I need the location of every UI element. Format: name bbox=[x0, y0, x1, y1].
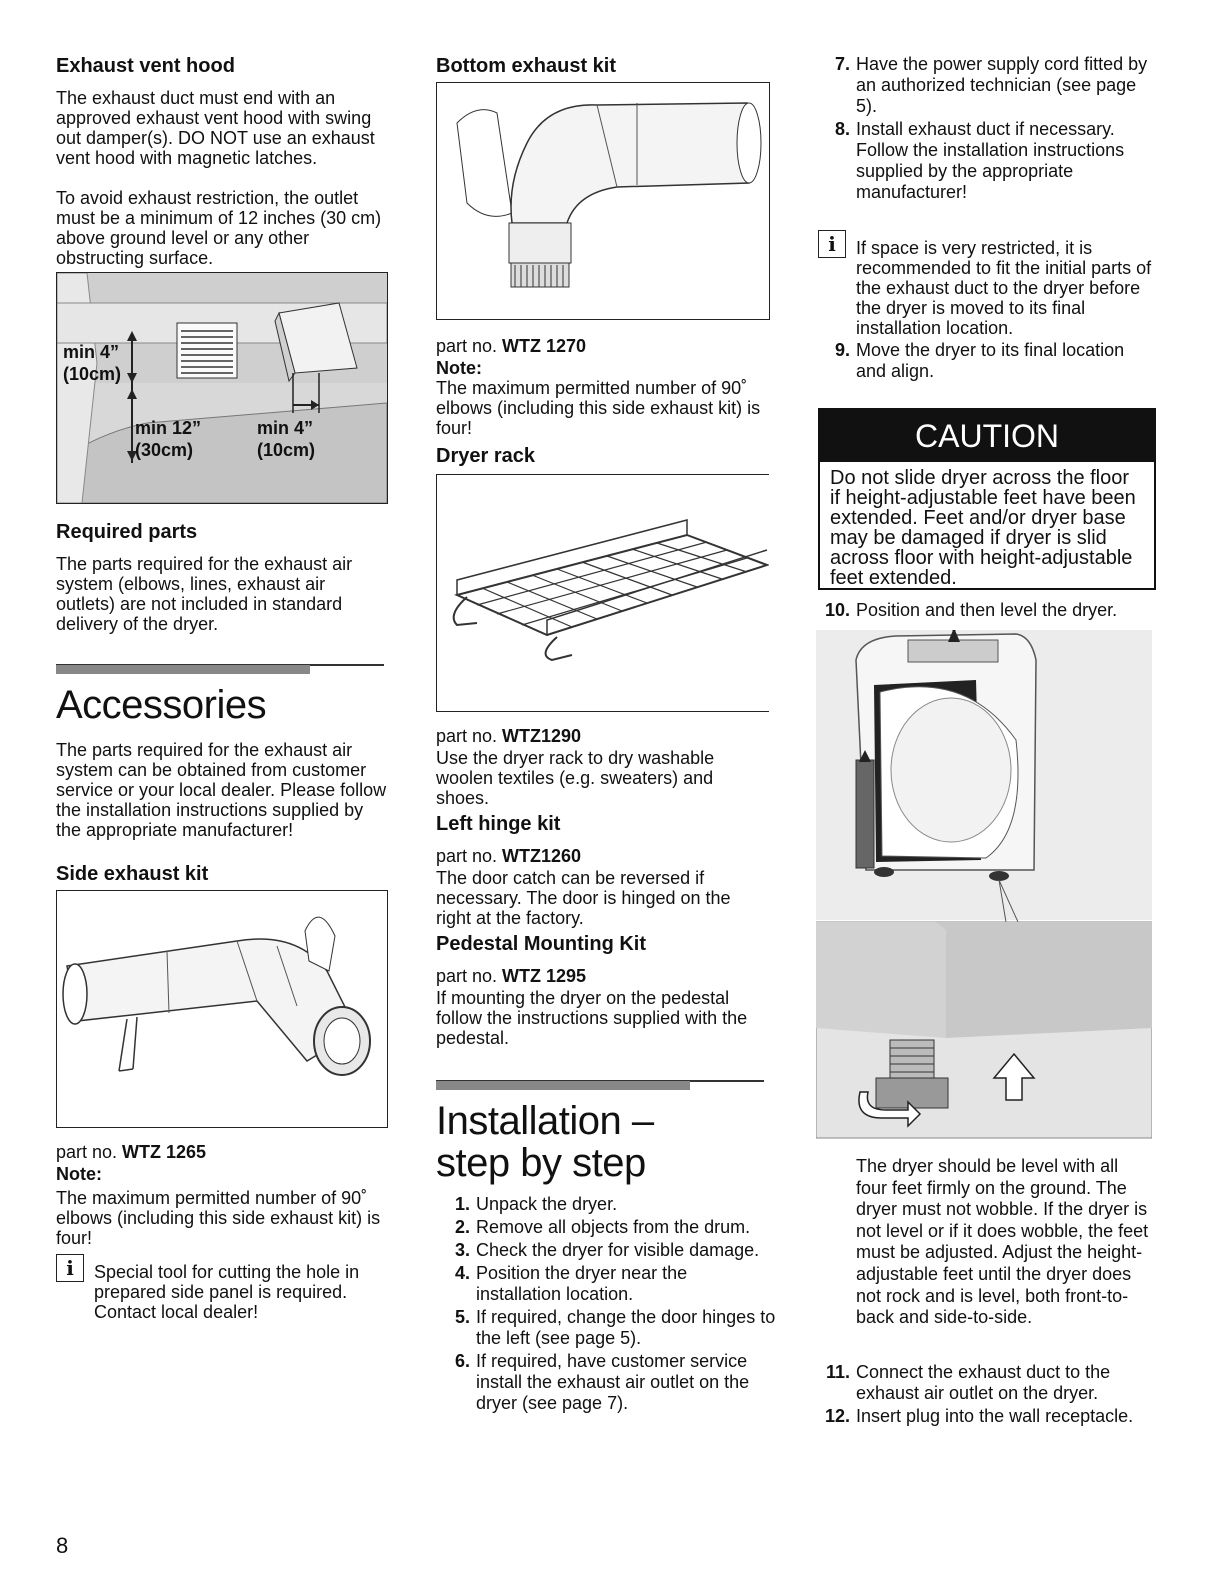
vent-hood-illustration bbox=[57, 273, 387, 503]
side-kit-part-prefix: part no. bbox=[56, 1142, 123, 1162]
label-min4-top: min 4” bbox=[63, 342, 120, 362]
caution-heading: CAUTION bbox=[820, 410, 1154, 462]
bottom-kit-note-text: The maximum permitted number of 90˚ elbows (including this side exhaust kit) is four! bbox=[436, 378, 761, 438]
exhaust-vent-hood-text: The exhaust duct must end with an approved exhaust vent hood with swing out damper(s). DO NOT use an exhaust vent hood with magnetic latches. bbox=[56, 88, 375, 168]
side-kit-part-number: WTZ 1265 bbox=[122, 1142, 207, 1162]
side-kit-note-label: Note: bbox=[56, 1164, 102, 1184]
page-number: 8 bbox=[56, 1533, 69, 1558]
side-kit-info-text: Special tool for cutting the hole in prepared side panel is required. Contact local dealer! bbox=[94, 1262, 360, 1322]
label-30cm: (30cm) bbox=[135, 440, 194, 460]
label-min12: min 12” bbox=[135, 418, 202, 438]
bottom-kit-part-number: WTZ 1270 bbox=[502, 336, 587, 356]
dryer-rack-figure bbox=[436, 474, 769, 712]
bottom-kit-note-label: Note: bbox=[436, 358, 482, 378]
caution-box bbox=[818, 408, 1156, 590]
list-item: 2. Remove all objects from the drum. bbox=[454, 1217, 751, 1237]
label-min4-side: min 4” bbox=[257, 418, 314, 438]
accessories-text: The parts required for the exhaust air system can be obtained from customer service or your local dealer. Please follow the installation instructions supplied by the appropriate manufacturer! bbox=[56, 740, 387, 840]
list-item: 6. If required, have customer service install the exhaust air outlet on the dryer (see page 7). bbox=[454, 1351, 750, 1413]
step-10-list bbox=[816, 600, 1156, 623]
installation-heading bbox=[436, 1100, 654, 1184]
list-item: 7. Have the power supply cord fitted by an authorized technician (see page 5). bbox=[834, 54, 1148, 116]
vent-hood-figure bbox=[56, 272, 388, 504]
dryer-leveling-figure bbox=[816, 630, 1152, 1140]
restricted-space-info-text: If space is very restricted, it is recommended to fit the initial parts of the exhaust duct to the dryer before the dryer is moved to its final installation location. bbox=[856, 238, 1152, 338]
dryer-rack-heading: Dryer rack bbox=[436, 445, 535, 467]
info-icon: i bbox=[56, 1254, 84, 1282]
left-hinge-part-prefix: part no. bbox=[436, 846, 503, 866]
caution-text: Do not slide dryer across the floor if height-adjustable feet have been extended. Feet and/or dryer base may be damaged if dryer is slid across floor with height-adjustable feet extended. bbox=[830, 467, 1136, 589]
steps-7-8-list bbox=[816, 54, 1156, 205]
side-exhaust-kit-illustration bbox=[57, 891, 387, 1127]
side-exhaust-kit-figure bbox=[56, 890, 388, 1128]
dryer-rack-illustration bbox=[437, 475, 769, 711]
installation-heading-line1: Installation – bbox=[436, 1099, 654, 1143]
bottom-exhaust-kit-illustration bbox=[437, 83, 769, 319]
list-item: 11. Connect the exhaust duct to the exhaust air outlet on the dryer. bbox=[825, 1362, 1111, 1403]
section-rule bbox=[436, 1080, 764, 1090]
exhaust-restriction-text: To avoid exhaust restriction, the outlet must be a minimum of 12 inches (30 cm) above ground level or any other obstructing surface. bbox=[56, 188, 382, 268]
installation-steps-list bbox=[436, 1194, 776, 1416]
required-parts-text: The parts required for the exhaust air system (elbows, lines, exhaust air outlets) are not included in standard delivery of the dryer. bbox=[56, 554, 353, 634]
bottom-exhaust-kit-heading: Bottom exhaust kit bbox=[436, 55, 617, 77]
level-dryer-text: The dryer should be level with all four feet firmly on the ground. The dryer must not wobble. If the dryer is not level or if it does wobble, the feet must be adjusted. Adjust the height-adjustable feet until the dryer does not rock and is level, both front-to-back and side-to-side. bbox=[856, 1156, 1149, 1328]
side-exhaust-kit-heading: Side exhaust kit bbox=[56, 863, 209, 885]
dryer-rack-part-prefix: part no. bbox=[436, 726, 503, 746]
required-parts-heading: Required parts bbox=[56, 521, 198, 543]
list-item: 3. Check the dryer for visible damage. bbox=[454, 1240, 760, 1260]
pedestal-kit-heading: Pedestal Mounting Kit bbox=[436, 933, 646, 955]
exhaust-vent-hood-heading: Exhaust vent hood bbox=[56, 55, 235, 77]
section-rule bbox=[56, 664, 384, 674]
step-9-list bbox=[816, 340, 1156, 384]
installation-heading-line2: step by step bbox=[436, 1141, 646, 1185]
list-item: 4. Position the dryer near the installation location. bbox=[454, 1263, 688, 1304]
dryer-rack-text: Use the dryer rack to dry washable woolen textiles (e.g. sweaters) and shoes. bbox=[436, 748, 715, 808]
accessories-heading: Accessories bbox=[56, 683, 267, 727]
left-hinge-kit-heading: Left hinge kit bbox=[436, 813, 561, 835]
list-item: 12. Insert plug into the wall receptacle. bbox=[824, 1406, 1134, 1426]
label-10cm-side: (10cm) bbox=[257, 440, 316, 460]
pedestal-text: If mounting the dryer on the pedestal follow the instructions supplied with the pedestal. bbox=[436, 988, 748, 1048]
list-item: 5. If required, change the door hinges to the left (see page 5). bbox=[454, 1307, 776, 1348]
list-item: 10. Position and then level the dryer. bbox=[824, 600, 1118, 620]
label-10cm-top: (10cm) bbox=[63, 364, 122, 384]
list-item: 9. Move the dryer to its final location and align. bbox=[834, 340, 1125, 381]
left-hinge-part-number: WTZ1260 bbox=[502, 846, 582, 866]
left-hinge-text: The door catch can be reversed if necessary. The door is hinged on the right at the factory. bbox=[436, 868, 731, 928]
dryer-leveling-illustration bbox=[816, 630, 1152, 1140]
list-item: 8. Install exhaust duct if necessary. Follow the installation instructions supplied by the appropriate manufacturer! bbox=[834, 119, 1125, 202]
bottom-kit-part-prefix: part no. bbox=[436, 336, 503, 356]
pedestal-part-prefix: part no. bbox=[436, 966, 503, 986]
dryer-rack-part-number: WTZ1290 bbox=[502, 726, 582, 746]
pedestal-part-number: WTZ 1295 bbox=[502, 966, 587, 986]
info-icon: i bbox=[818, 230, 846, 258]
bottom-exhaust-kit-figure bbox=[436, 82, 770, 320]
list-item: 1. Unpack the dryer. bbox=[454, 1194, 618, 1214]
steps-11-12-list bbox=[816, 1362, 1156, 1429]
side-kit-note-text: The maximum permitted number of 90˚ elbows (including this side exhaust kit) is four! bbox=[56, 1188, 381, 1248]
